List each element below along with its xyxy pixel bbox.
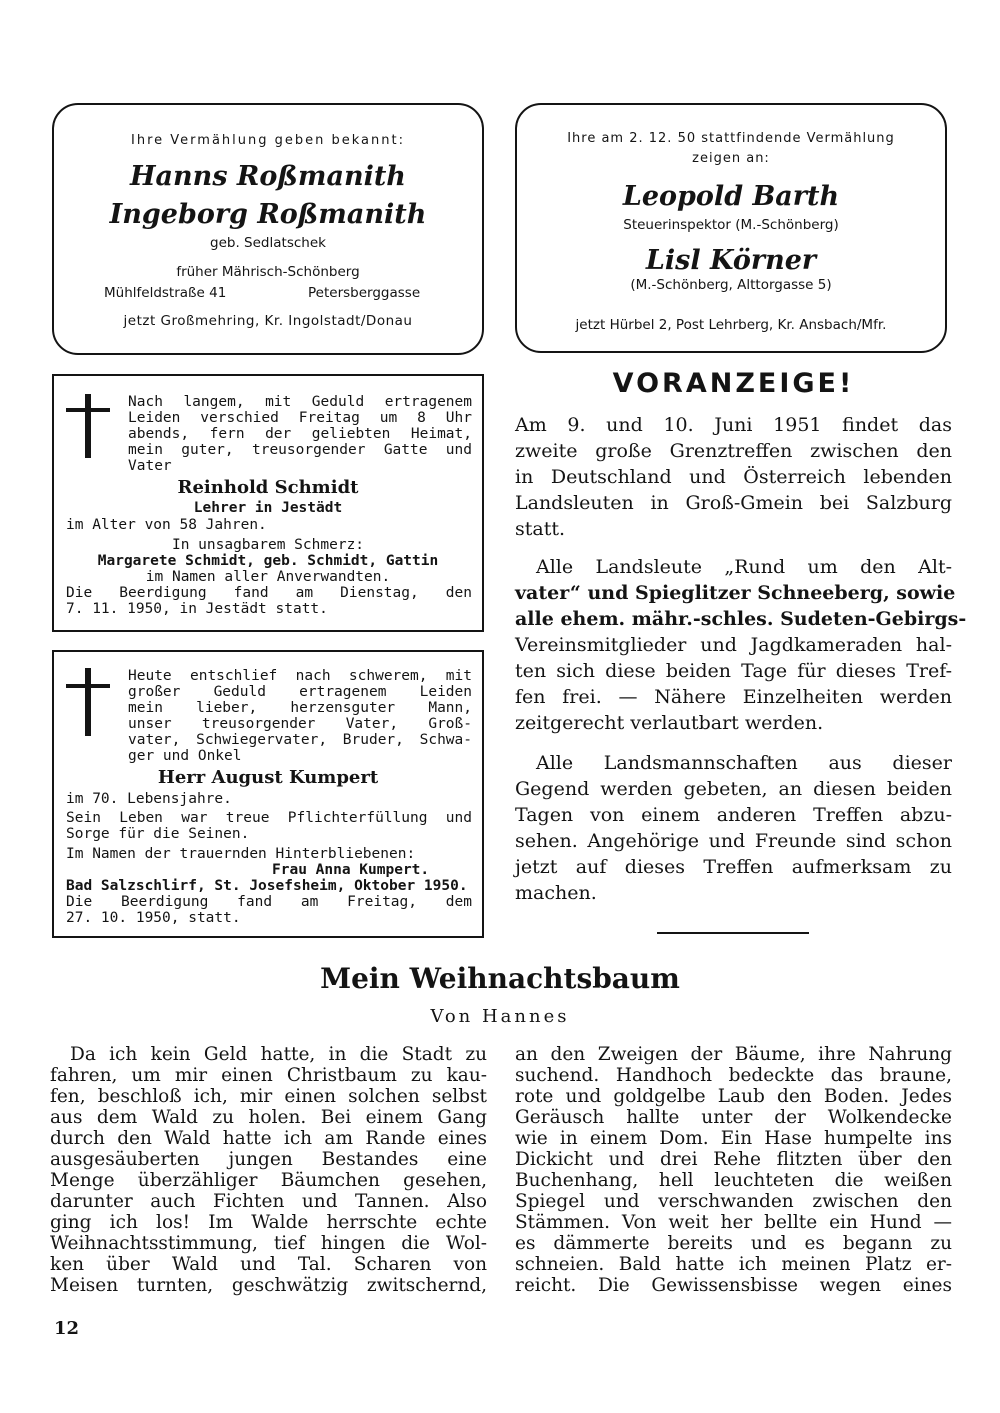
story-left-line-2: fahren, um mir einen Christbaum zu kau- [50,1065,487,1086]
life-1: Sein Leben war treue Pflichterfüllung und [66,810,472,826]
section-divider [657,932,809,934]
obituary-kumpert [52,650,484,938]
wedding-intro-2: zeigen an: [692,151,770,166]
funeral-1: Die Beerdigung fand am Dienstag, den [66,585,472,601]
story-left-line-3: fen, beschloß ich, mir einen solchen selbst [50,1086,487,1107]
obituary-schmidt [52,374,484,632]
bride-address: (M.-Schönberg, Alttorgasse 5) [630,277,832,293]
story-left-line-1: Da ich kein Geld hatte, in die Stadt zu [70,1044,487,1065]
story-left-line-4: aus dem Wald zu holen. Bei einem Gang [50,1107,487,1128]
story-left-line-10: Weihnachtsstimmung, tief hingen die Wol- [50,1233,487,1254]
wedding-notice-rossmanith [52,103,484,355]
announcement-p2-line-5: ten sich diese beiden Tage für dieses Tref- [515,660,952,682]
story-right-line-12: reicht. Die Gewissensbisse wegen eines [515,1275,952,1296]
announcement-p1-line-3: in Deutschland und Österreich lebenden [515,466,952,488]
cross-icon-bar [66,408,110,412]
obit-line-4: unser treusorgender Vater, Groß- [128,716,472,732]
obit-line-3: mein lieber, herzensguter Mann, [128,700,472,716]
announcement-p2-line-7: zeitgerecht verlautbart werden. [515,712,824,734]
announcement-p1-line-1: Am 9. und 10. Juni 1951 findet das [515,414,952,436]
current-residence: jetzt Großmehring, Kr. Ingolstadt/Donau [123,313,413,329]
obit-line-4: mein guter, treusorgender Gatte und [128,442,472,458]
story-right-line-6: Dickicht und drei Rehe flitzten über den [515,1149,952,1170]
deceased-name: Reinhold Schmidt [177,477,359,498]
funeral-2: 7. 11. 1950, in Jestädt statt. [66,601,328,617]
obit-line-2: Leiden verschied Freitag um 8 Uhr [128,410,472,426]
story-right-line-3: rote und goldgelbe Laub den Boden. Jedes [515,1086,952,1107]
announcement-p3-line-5: jetzt auf dieses Treffen aufmerksam zu [515,856,952,878]
story-left-line-11: ken über Wald und Tal. Scharen von [50,1254,487,1275]
deceased-name: Herr August Kumpert [157,767,379,788]
wedding-notice-barth [515,103,947,353]
page-number: 12 [54,1318,80,1339]
obit-vater: Vater [128,458,172,474]
place-date: Bad Salzschlirf, St. Josefsheim, Oktober 1950. [66,878,468,894]
wedding-intro-1: Ihre am 2. 12. 50 stattfindende Vermählung [567,131,895,146]
deceased-age: im 70. Lebensjahre. [66,791,232,807]
funeral-2: 27. 10. 1950, statt. [66,910,241,926]
story-right-line-9: Stämmen. Von weit her bellte ein Hund — [515,1212,952,1233]
obit-line-3: abends, fern der geliebten Heimat, [128,426,472,442]
maiden-name: geb. Sedlatschek [210,235,326,251]
announcement-p1-line-5: statt. [515,518,566,540]
announcement-p2-line-6: fen frei. — Nähere Einzelheiten werden [515,686,952,708]
story-byline: Von Hannes [430,1006,570,1027]
story-left-line-9: ging ich los! Im Walde herrschte echte [50,1212,487,1233]
announcement-p1-line-4: Landsleuten in Groß-Gmein bei Salzburg [515,492,952,514]
former-residence: früher Mährisch-Schönberg [176,264,360,280]
story-right-line-4: Geräusch hallte unter der Wolkendecke [515,1107,952,1128]
story-right-line-5: wie in einem Dom. Ein Hase humpelte ins [515,1128,952,1149]
story-title: Mein Weihnachtsbaum [320,962,680,995]
cross-icon [85,668,91,736]
groom-name: Hanns Roßmanith [130,161,406,192]
deceased-age: im Alter von 58 Jahren. [66,517,267,533]
story-right-line-7: Buchenhang, hell leuchteten die weißen [515,1170,952,1191]
bride-name: Lisl Körner [645,245,817,276]
signer: Frau Anna Kumpert. [272,862,430,878]
funeral-1: Die Beerdigung fand am Freitag, dem [66,894,472,910]
story-left-line-8: darunter auch Fichten und Tannen. Also [50,1191,487,1212]
announcement-p3-line-4: sehen. Angehörige und Freunde sind schon [515,830,952,852]
grief-line: In unsagbarem Schmerz: [171,537,365,553]
story-left-line-12: Meisen turnten, geschwätzig zwitschernd, [50,1275,487,1296]
address-right: Petersberggasse [308,285,421,301]
current-residence: jetzt Hürbel 2, Post Lehrberg, Kr. Ansbach/Mfr. [575,317,887,333]
announcement-p2-line-2: vater“ und Spieglitzer Schneeberg, sowie [515,582,956,604]
announcement-p3-line-3: Tagen von einem anderen Treffen abzu- [515,804,952,826]
bride-name: Ingeborg Roßmanith [109,199,427,230]
cross-icon [85,394,91,458]
obit-line-5: vater, Schwiegervater, Bruder, Schwa- [128,732,472,748]
announcement-p2-line-1: Alle Landsleute „Rund um den Alt- [536,556,952,578]
announcement-p1-line-2: zweite große Grenztreffen zwischen den [515,440,952,462]
mourners: Im Namen der trauernden Hinterbliebenen: [66,846,416,862]
story-left-line-6: ausgesäuberten jungen Bestandes eine [50,1149,487,1170]
life-2: Sorge für die Seinen. [66,826,250,842]
story-left-line-7: Menge überzähliger Bäumchen gesehen, [50,1170,487,1191]
announcement-p3-line-2: Gegend werden gebeten, an diesen beiden [515,778,952,800]
cross-icon-bar [66,684,110,688]
announcement-title: VORANZEIGE! [612,368,855,399]
story-right-line-1: an den Zweigen der Bäume, ihre Nahrung [515,1044,952,1065]
obit-line-1: Nach langem, mit Geduld ertragenem [128,394,472,410]
announcement-p2-line-4: Vereinsmitglieder und Jagdkameraden hal- [515,634,952,656]
signer: Margarete Schmidt, geb. Schmidt, Gattin [97,553,439,569]
story-left-line-5: durch den Wald hatte ich am Rande eines [50,1128,487,1149]
obit-line-6: ger und Onkel [128,748,242,764]
address-left: Mühlfeldstraße 41 [104,285,227,301]
story-right-line-8: Spiegel und verschwanden zwischen den [515,1191,952,1212]
announcement-p3-line-1: Alle Landsmannschaften aus dieser [536,752,952,774]
groom-name: Leopold Barth [622,181,840,212]
story-right-line-11: schneien. Bald hatte ich meinen Platz er- [515,1254,952,1275]
signer-2: im Namen aller Anverwandten. [145,569,391,585]
deceased-role: Lehrer in Jestädt [193,500,343,516]
obit-line-2: großer Geduld ertragenem Leiden [128,684,472,700]
story-right-line-2: suchend. Handhoch bedeckte das braune, [515,1065,952,1086]
obit-line-1: Heute entschlief nach schwerem, mit [128,668,472,684]
announcement-p2-line-3: alle ehem. mähr.-schles. Sudeten-Gebirgs- [515,608,967,630]
groom-title: Steuerinspektor (M.-Schönberg) [623,217,839,233]
announcement-p3-line-6: machen. [515,882,597,904]
wedding-intro: Ihre Vermählung geben bekannt: [131,133,405,148]
story-right-line-10: es dämmerte bereits und es begann zu [515,1233,952,1254]
